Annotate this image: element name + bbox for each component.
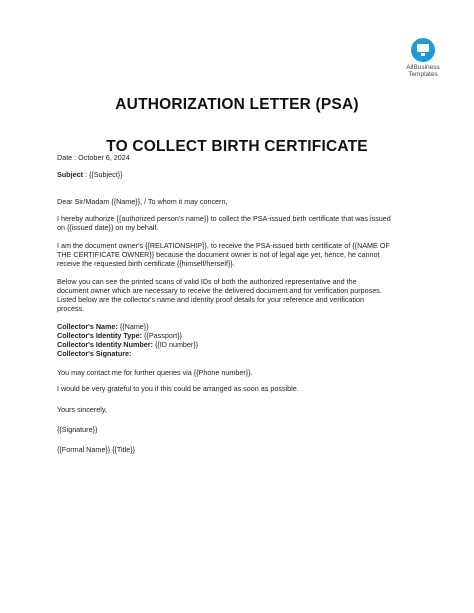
paragraph-line: THE CERTIFICATE OWNER}} because the document owner is not of legal age yet, hence, he cannot [57, 250, 380, 259]
paragraph-relationship [57, 241, 419, 268]
paragraph-authorization [57, 214, 419, 232]
subject-value: : {{Subject}} [82, 170, 123, 179]
collector-name [57, 322, 419, 331]
paragraph-line: Listed below are the collector's name and identity proof details for your reference and verification [57, 295, 365, 304]
collector-id-number-value: {{ID number}} [152, 340, 199, 349]
paragraph-line: process. [57, 304, 85, 313]
paragraph-line: I am the document owner's {{RELATIONSHIP}}, to receive the PSA-issued birth certificate of {{NAME OF [57, 241, 390, 250]
collector-signature [57, 349, 419, 358]
letter-salutation: Dear Sir/Madam {{Name}}, / To whom it may concern, [57, 197, 228, 206]
document-title-line-2: TO COLLECT BIRTH CERTIFICATE [106, 138, 368, 155]
paragraph-line: document owner which are necessary to receive the delivered document and for verification purposes. [57, 286, 382, 295]
grateful-sentence: I would be very grateful to you if this could be arranged as soon as possible. [57, 384, 299, 393]
contact-sentence: You may contact me for further queries via {{Phone number}}. [57, 368, 253, 377]
collector-id-number-label: Collector's Identity Number: [57, 340, 153, 349]
collector-id-type-value: {{Passport}} [142, 331, 183, 340]
subject-label: Subject [57, 170, 83, 179]
collector-name-value: {{Name}} [117, 322, 149, 331]
document-title-line-1: AUTHORIZATION LETTER (PSA) [115, 96, 359, 113]
paragraph-id-scans [57, 277, 419, 313]
paragraph-line: Below you can see the printed scans of valid IDs of both the authorized representative and the [57, 277, 357, 286]
paragraph-line: on {{issued date}} on my behalf. [57, 223, 159, 232]
signature-placeholder: {{Signature}} [57, 425, 98, 434]
collector-name-label: Collector's Name: [57, 322, 118, 331]
formal-name-title: {{Formal Name}} {{Title}} [57, 445, 136, 454]
collector-details [57, 322, 419, 358]
letter-date: Date : October 6, 2024 [57, 153, 130, 162]
closing-line: Yours sincerely, [57, 405, 107, 414]
letter-body [57, 153, 419, 454]
collector-id-type [57, 331, 419, 340]
logo-line-2: Templates [408, 71, 438, 78]
paragraph-line: I hereby authorize {{authorized person's name}} to collect the PSA-issued birth certificate that was issued [57, 214, 391, 223]
collector-id-number [57, 340, 419, 349]
allbusiness-templates-logo [390, 38, 456, 86]
monitor-icon [411, 38, 435, 62]
paragraph-line: receive the requested birth certificate {{himself/herself}}. [57, 259, 235, 268]
logo-line-1: AllBusiness [406, 64, 440, 71]
collector-signature-label: Collector's Signature: [57, 349, 132, 358]
letter-subject [57, 170, 419, 179]
collector-id-type-label: Collector's Identity Type: [57, 331, 143, 340]
